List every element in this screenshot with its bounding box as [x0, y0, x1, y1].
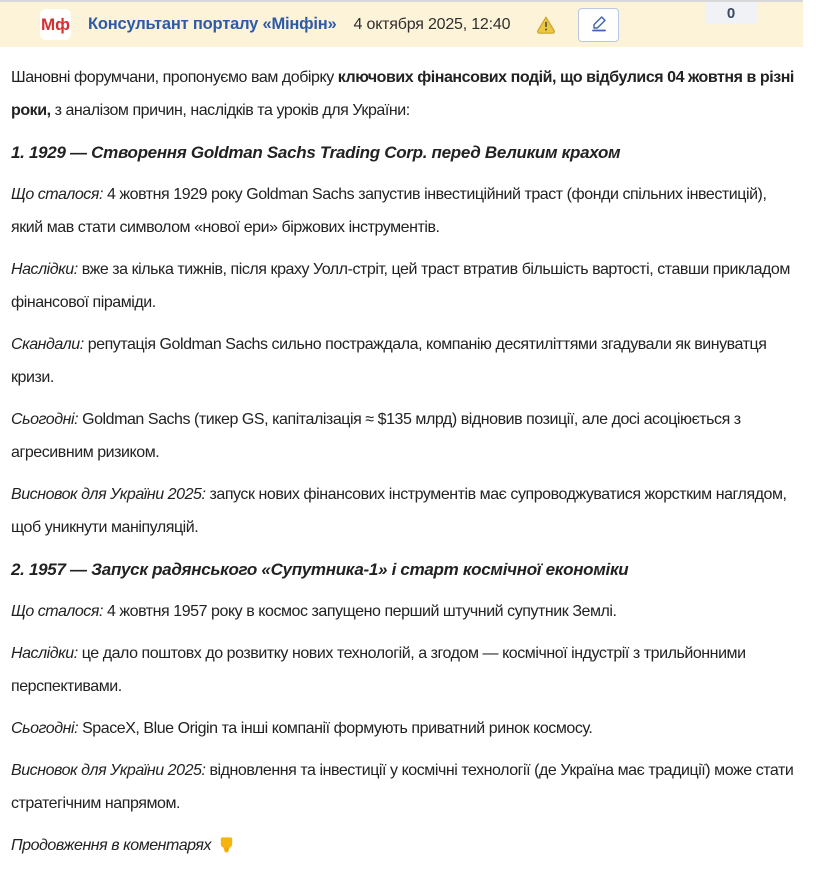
- intro-bold: ключових фінансових подій, що відбулися 04 жовтня в різні роки,: [11, 69, 794, 119]
- post-date: 4 октября 2025, 12:40: [353, 15, 511, 33]
- paragraph-text: це дало поштовх до розвитку нових технологій, а згодом — космічної індустрії з трильйонними перспективами.: [11, 645, 746, 695]
- section-1-paragraph: [11, 478, 796, 544]
- edit-button[interactable]: [578, 8, 619, 42]
- paragraph-text: SpaceX, Blue Origin та інші компанії формують приватний ринок космосу.: [78, 720, 593, 737]
- author-name-link[interactable]: Консультант порталу «Мінфін»: [88, 15, 337, 33]
- section-1-paragraph: [11, 253, 796, 319]
- paragraph-label: Наслідки:: [11, 261, 78, 278]
- intro-post: з аналізом причин, наслідків та уроків для України:: [50, 102, 410, 119]
- paragraph-text: відновлення та інвестиції у космічні технології (де Україна має традиції) може стати стратегічним напрямом.: [11, 762, 794, 812]
- section-2-heading: 2. 1957 — Запуск радянського «Супутника-1» і старт космічної економіки: [11, 560, 629, 579]
- paragraph-label: Висновок для України 2025:: [11, 762, 206, 779]
- intro-paragraph: [11, 61, 796, 127]
- paragraph-text: 4 жовтня 1929 року Goldman Sachs запустив інвестиційний траст (фонди спільних інвестицій), який мав стати символом «нової ери» біржових інструментів.: [11, 186, 767, 236]
- paragraph-label: Сьогодні:: [11, 720, 79, 737]
- warning-icon[interactable]: [536, 15, 556, 34]
- comment-count-badge: [705, 2, 757, 24]
- paragraph-label: Що сталося:: [11, 603, 103, 620]
- section-2-paragraph: [11, 754, 796, 820]
- section-1-paragraph: [11, 178, 796, 244]
- section-2-paragraph: [11, 637, 796, 703]
- avatar-logo-text: Мф: [40, 14, 71, 34]
- paragraph-text: 4 жовтня 1957 року в космос запущено перший штучний супутник Землі.: [102, 603, 617, 620]
- section-1-paragraph: [11, 328, 796, 394]
- paragraph-label: Наслідки:: [11, 645, 78, 662]
- comment-count-value: 0: [726, 4, 736, 22]
- post-body: [0, 47, 803, 893]
- paragraph-text: вже за кілька тижнів, після краху Уолл-стріт, цей траст втратив більшість вартості, ставши прикладом фінансової піраміди.: [11, 261, 790, 311]
- section-1-heading: 1. 1929 — Створення Goldman Sachs Trading Corp. перед Великим крахом: [11, 143, 621, 162]
- section-2-paragraph: [11, 595, 796, 628]
- paragraph-label: Скандали:: [11, 336, 84, 353]
- paragraph-label: Сьогодні:: [11, 411, 79, 428]
- footer-line: [11, 829, 796, 866]
- intro-pre: Шановні форумчани, пропонуємо вам добірку: [11, 69, 338, 86]
- paragraph-label: Висновок для України 2025:: [11, 486, 206, 503]
- section-1-paragraph: [11, 403, 796, 469]
- pointing-down-emoji: [217, 833, 236, 866]
- author-avatar[interactable]: [40, 9, 71, 40]
- paragraph-text: Goldman Sachs (тикер GS, капіталізація ≈ $135 млрд) відновив позиції, але досі асоціюється з агресивним ризиком.: [11, 411, 741, 461]
- paragraph-text: запуск нових фінансових інструментів має супроводжуватися жорстким наглядом, щоб уникнути маніпуляцій.: [11, 486, 787, 536]
- post-header: [0, 2, 803, 47]
- paragraph-label: Що сталося:: [11, 186, 103, 203]
- pencil-icon: [589, 13, 609, 36]
- footer-text: Продовження в коментарях: [11, 837, 212, 854]
- section-2-paragraph: [11, 712, 796, 745]
- paragraph-text: репутація Goldman Sachs сильно постраждала, компанію десятиліттями згадували як винуватця кризи.: [11, 336, 767, 386]
